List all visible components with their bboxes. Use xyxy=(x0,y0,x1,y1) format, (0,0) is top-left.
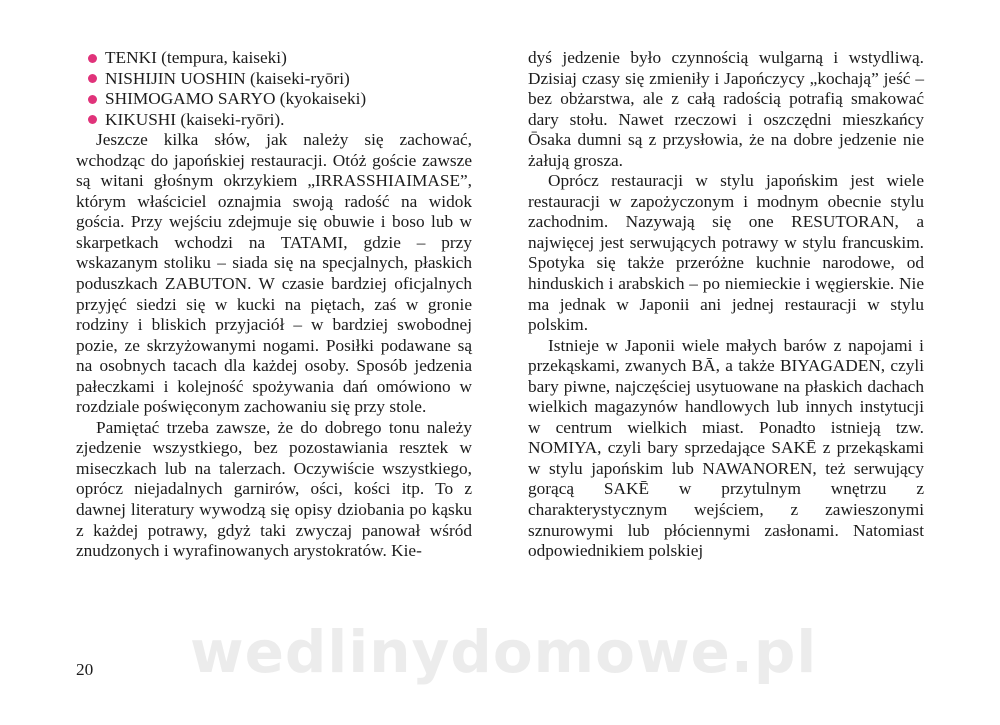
right-column xyxy=(528,48,924,562)
list-item xyxy=(76,89,472,110)
paragraph-bars: Istnieje w Japonii wiele małych barów z napojami i przekąskami, zwanych BĀ, a także BIYAGADEN, czyli bary piwne, najczęściej usytuowane na płaskich dachach wielkich magazynów handlowych lub innych instytucji w centrum wielkich miast. Ponadto istnieją tzw. NOMIYA, czyli bary sprzedające SAKĒ z przekąskami w stylu japońskim lub NAWANOREN, też serwujący gorącą SAKĒ w przytulnym wnętrzu z charakterystycznym wejściem, z zawieszonymi sznurowymi lub płóciennymi zasłonami. Natomiast odpowiednikiem polskiej xyxy=(528,335,924,561)
paragraph-western-restaurants: Oprócz restauracji w stylu japońskim jest wiele restauracji w zapożyczonym i modnym obecnie stylu zachodnim. Nazywają się one RESUTORAN, a najwięcej jest serwujących potrawy w stylu francuskim. Spotyka się także przeróżne kuchnie narodowe, od hinduskich i arabskich – po niemieckie i węgierskie. Nie ma jednak w Japonii ani jednej restauracji w stylu polskim. xyxy=(528,171,924,335)
bullet-icon xyxy=(88,115,97,124)
paragraph-continuation: dyś jedzenie było czynnością wulgarną i wstydliwą. Dzisiaj czasy się zmieniły i Japończycy „kochają” jeść – bez obżarstwa, ale z całą radością potrafią smakować dary stołu. Nawet rzeczowi i oszczędni mieszkańcy Ōsaka dumni są z przysłowia, że na dobre jedzenie nie żałują grosza. xyxy=(528,48,924,170)
bullet-icon xyxy=(88,74,97,83)
restaurant-list xyxy=(76,48,472,130)
bullet-icon xyxy=(88,54,97,63)
list-item-text: SHIMOGAMO SARYO (kyokaiseki) xyxy=(105,89,367,109)
list-item-text: TENKI (tempura, kaiseki) xyxy=(105,48,287,67)
page-number: 20 xyxy=(76,660,94,679)
left-column xyxy=(76,48,472,562)
list-item xyxy=(76,110,472,131)
paragraph-etiquette: Jeszcze kilka słów, jak należy się zachować, wchodząc do japońskiej restauracji. Otóż goście zawsze są witani głośnym okrzykiem „IRRASSHIAIMASE”, którym właściciel oznajmia swoją radość na widok gościa. Przy wejściu zdejmuje się obuwie i boso lub w skarpetkach wchodzi na TATAMI, gdzie – przy wskazanym stoliku – siada się na specjalnych, płaskich poduszkach ZABUTON. W czasie bardziej oficjalnych przyjęć siedzi się w kucki na piętach, zaś w gronie rodziny i bliskich przyjaciół – w bardziej swobodnej pozie, ze skrzyżowanymi nogami. Posiłki podawane są na osobnych tacach dla każdej osoby. Sposób jedzenia pałeczkami i kolejność spożywania dań omówiono w rozdziale poświęconym zachowaniu się przy stole. xyxy=(76,130,472,417)
paragraph-eating-everything: Pamiętać trzeba zawsze, że do dobrego tonu należy zjedzenie wszystkiego, bez pozostawiania resztek w miseczkach lub na talerzach. Oczywiście wszystkiego, oprócz niejadalnych garnirów, ości, kości itp. To z dawnej literatury wywodzą się opisy dziobania po kąsku z każdej potrawy, gdyż taki zwyczaj panował wśród znudzonych i wyrafinowanych arystokratów. Kie- xyxy=(76,417,472,561)
watermark: wedlinydomowe.pl xyxy=(190,618,818,686)
list-item xyxy=(76,69,472,90)
list-item-text: NISHIJIN UOSHIN (kaiseki-ryōri) xyxy=(105,68,350,88)
list-item xyxy=(76,48,472,69)
list-item-text: KIKUSHI (kaiseki-ryōri). xyxy=(105,109,285,129)
bullet-icon xyxy=(88,95,97,104)
